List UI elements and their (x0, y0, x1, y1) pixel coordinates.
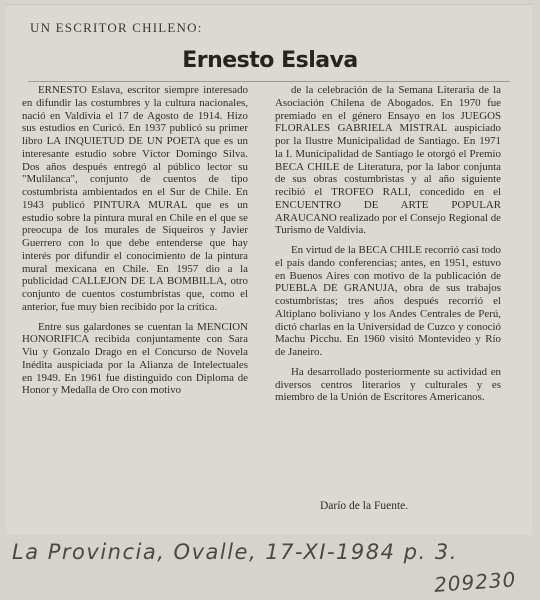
article-column-left (22, 84, 248, 397)
paragraph: ERNESTO Eslava, escritor siempre interesado en difundir las costumbres y la cultura nacionales, nació en Valdivia el 17 de Agosto de 1914. Hizo sus estudios en Curicó. En 1937 publicó su primer libro LA INQUIETUD DE UN POETA que es un interesante estudio sobre Víctor Domingo Silva. Dos años después entregó al público lector su "Mulilanca", conjunto de cuentos de tipo costumbrista ambientados en el Sur de Chile. En 1943 publicó PINTURA MURAL que es un estudio sobre la pintura mural en Chile en el que se preocupa de los murales de Siqueiros y Javier Guerrero con lo que debe entenderse que hay interés por difundir el conocimiento de la pintura mural mexicana en Chile. En 1957 dio a la publicidad CALLEJON DE LA BOMBILLA, otro conjunto de cuentos costumbristas que, como el anterior, fue muy bien recibido por la crítica. (22, 84, 248, 313)
handwritten-source-note: La Provincia, Ovalle, 17-XI-1984 p. 3. (12, 540, 458, 564)
byline: Darío de la Fuente. (320, 500, 409, 512)
title-rule (28, 81, 510, 82)
article-column-right (275, 84, 501, 404)
paragraph: En virtud de la BECA CHILE recorrió casi todo el país dando conferencias; antes, en 1951, estuvo en Buenos Aires con motivo de la publicación de PUEBLA DE GRANUJA, obra de sus trabajos costumbristas; tres años después recorrió el Altiplano boliviano y los Andes Centrales de Perú, dictó charlas en la Universidad de Cuzco y conoció Machu Picchu. En 1960 visitó Montevideo y Río de Janeiro. (275, 244, 501, 358)
paragraph: de la celebración de la Semana Literaria de la Asociación Chilena de Abogados. En 1970 fue premiado en el género Ensayo en los JUEGOS FLORALES GABRIELA MISTRAL auspiciado por la Ilustre Municipalidad de Santiago. En 1971 la I. Municipalidad de Santiago le otorgó el Premio BECA CHILE de Literatura, por la labor conjunta de sus obras costumbristas y al año siguiente recibió el TROFEO RALI, concedido en el ENCUENTRO DE ARTE POPULAR ARAUCANO realizado por el Consejo Regional de Turismo de Valdivia. (275, 84, 501, 237)
section-heading: UN ESCRITOR CHILENO: (30, 20, 203, 35)
article-title: Ernesto Eslava (182, 48, 358, 73)
paragraph: Entre sus galardones se cuentan la MENCION HONORIFICA recibida conjuntamente con Sara Viu y Gonzalo Drago en el Concurso de Novela Inédita auspiciada por la Alianza de Intelectuales en 1949. En 1961 fue distinguido con Diploma de Honor y Medalla de Oro con motivo (22, 320, 248, 397)
catalog-number: 209230 (433, 567, 518, 597)
paragraph: Ha desarrollado posteriormente su actividad en diversos centros literarios y culturales y es miembro de la Unión de Escritores Americanos. (275, 365, 501, 404)
